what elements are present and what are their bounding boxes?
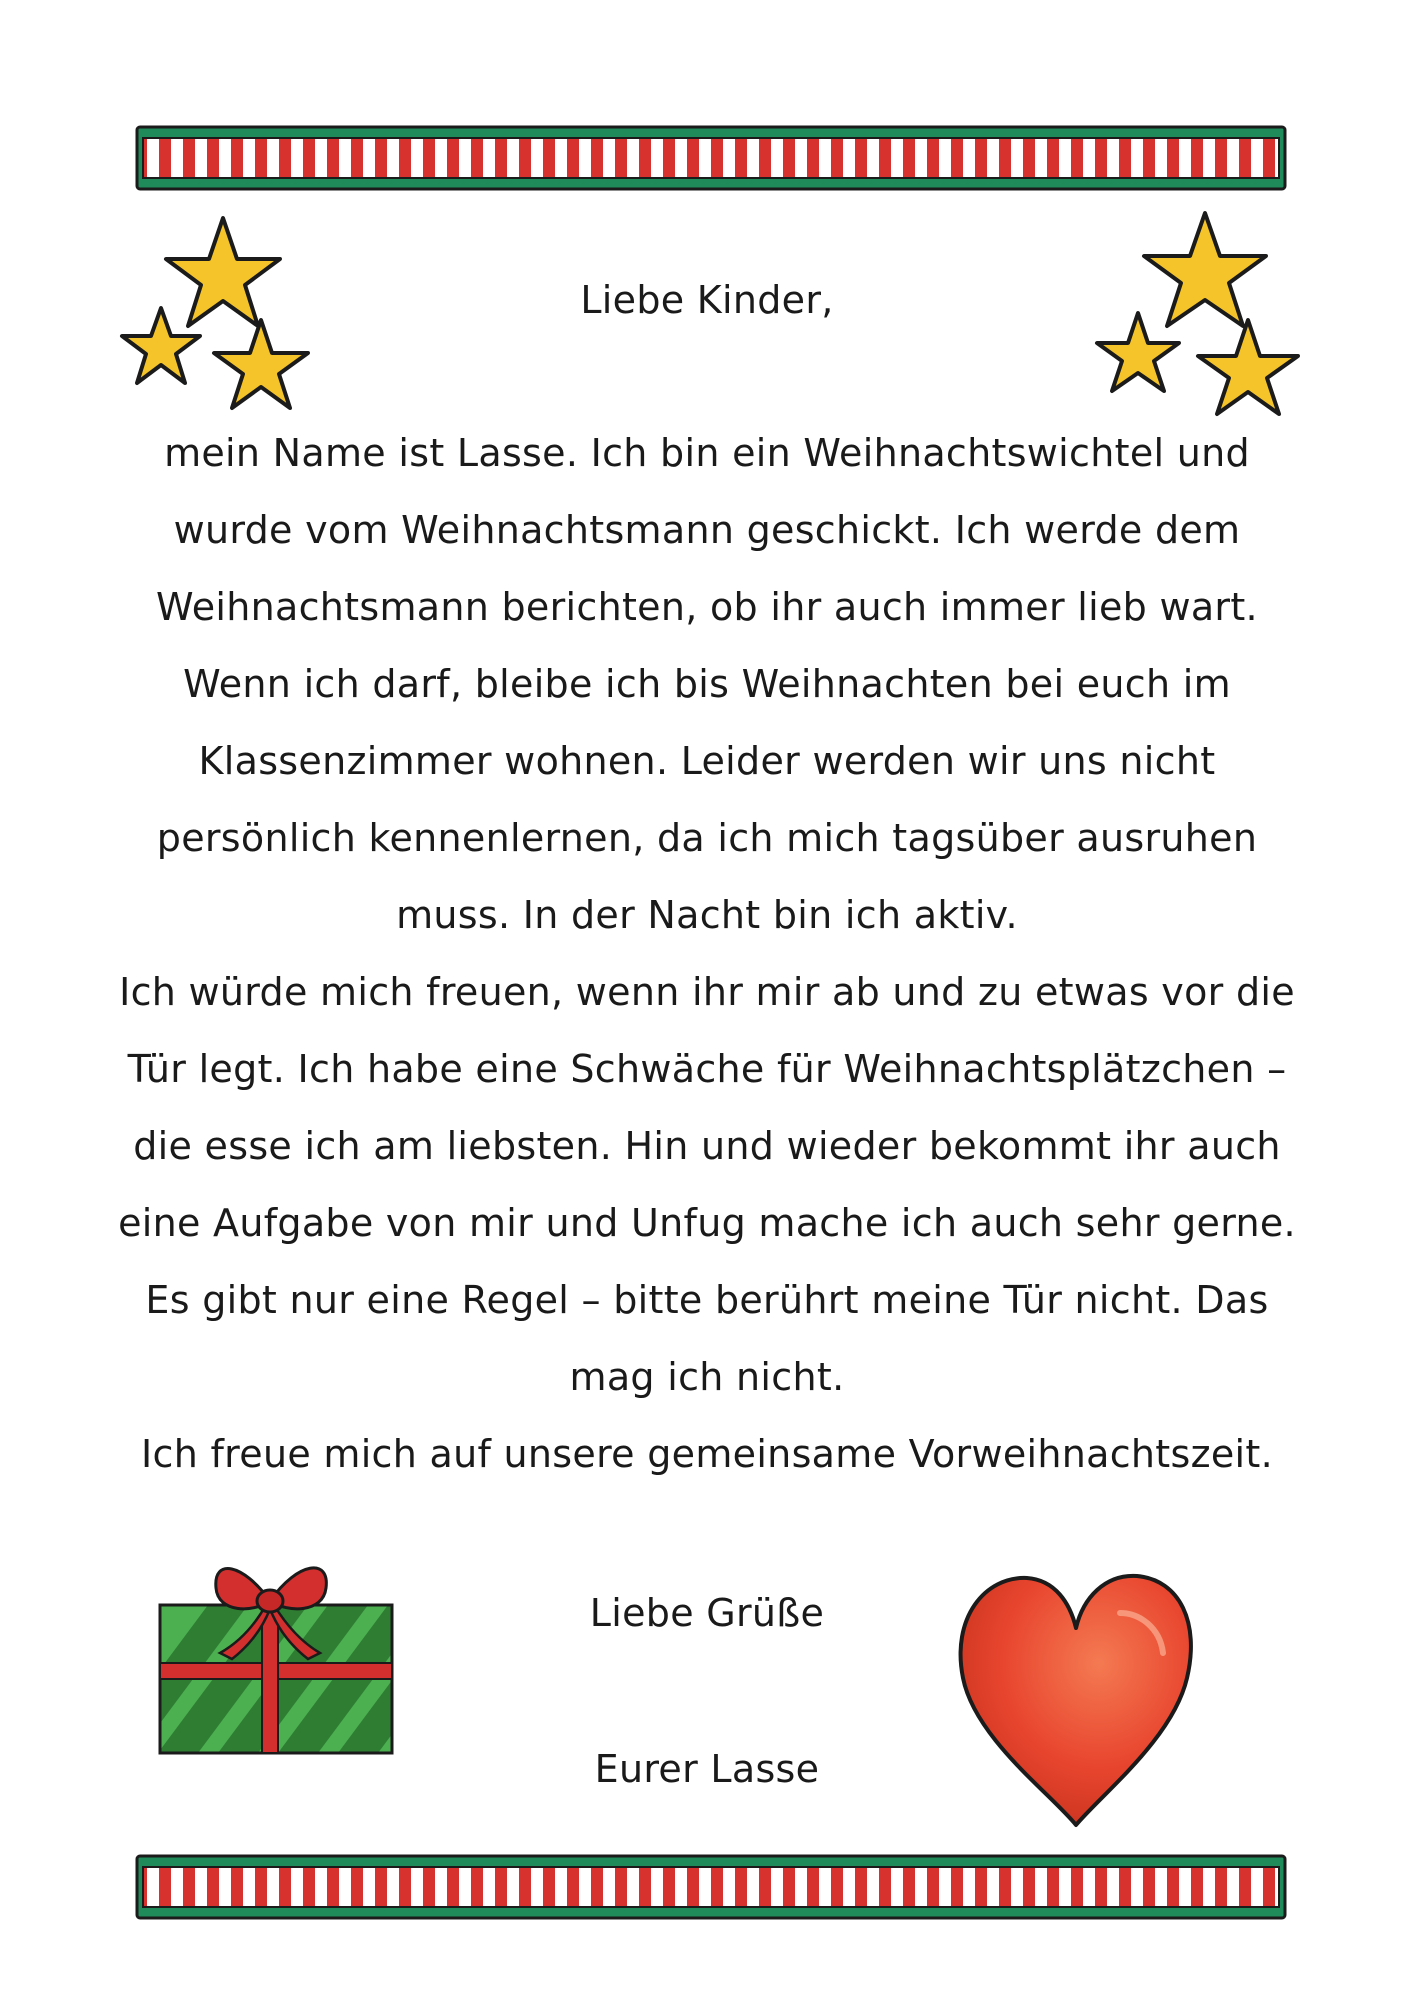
letter-line: persönlich kennenlernen, da ich mich tagsüber ausruhen — [156, 816, 1258, 860]
letter-signature: Eurer Lasse — [594, 1747, 820, 1791]
letter-line: Ich freue mich auf unsere gemeinsame Vorweihnachtszeit. — [141, 1432, 1273, 1476]
red-white-stripes-icon — [135, 125, 1287, 191]
letter-line: Ich würde mich freuen, wenn ihr mir ab und zu etwas vor die — [119, 970, 1295, 1014]
bottom-border-stripes — [135, 1854, 1287, 1920]
letter-line: mag ich nicht. — [569, 1355, 845, 1399]
letter-line: mein Name ist Lasse. Ich bin ein Weihnachtswichtel und — [164, 431, 1250, 475]
gift-box-icon — [158, 1543, 398, 1758]
heart-icon — [955, 1568, 1197, 1830]
letter-closing: Liebe Grüße — [589, 1591, 825, 1635]
letter-line: Klassenzimmer wohnen. Leider werden wir uns nicht — [198, 739, 1216, 783]
letter-line: wurde vom Weihnachtsmann geschickt. Ich werde dem — [173, 508, 1241, 552]
letter-line: Weihnachtsmann berichten, ob ihr auch immer lieb wart. — [156, 585, 1258, 629]
heart-illustration — [955, 1568, 1197, 1830]
letter-line: Wenn ich darf, bleibe ich bis Weihnachten bei euch im — [183, 662, 1231, 706]
top-border-stripes — [135, 125, 1287, 191]
letter-line: eine Aufgabe von mir und Unfug mache ich auch sehr gerne. — [118, 1201, 1296, 1245]
letter-line: muss. In der Nacht bin ich aktiv. — [396, 893, 1018, 937]
letter-line: die esse ich am liebsten. Hin und wieder bekommt ihr auch — [133, 1124, 1281, 1168]
letter-greeting: Liebe Kinder, — [580, 278, 834, 322]
red-white-stripes-icon — [135, 1854, 1287, 1920]
letter-line: Tür legt. Ich habe eine Schwäche für Weihnachtsplätzchen – — [127, 1047, 1287, 1091]
letter-line: Es gibt nur eine Regel – bitte berührt meine Tür nicht. Das — [145, 1278, 1269, 1322]
gift-illustration — [158, 1543, 398, 1758]
